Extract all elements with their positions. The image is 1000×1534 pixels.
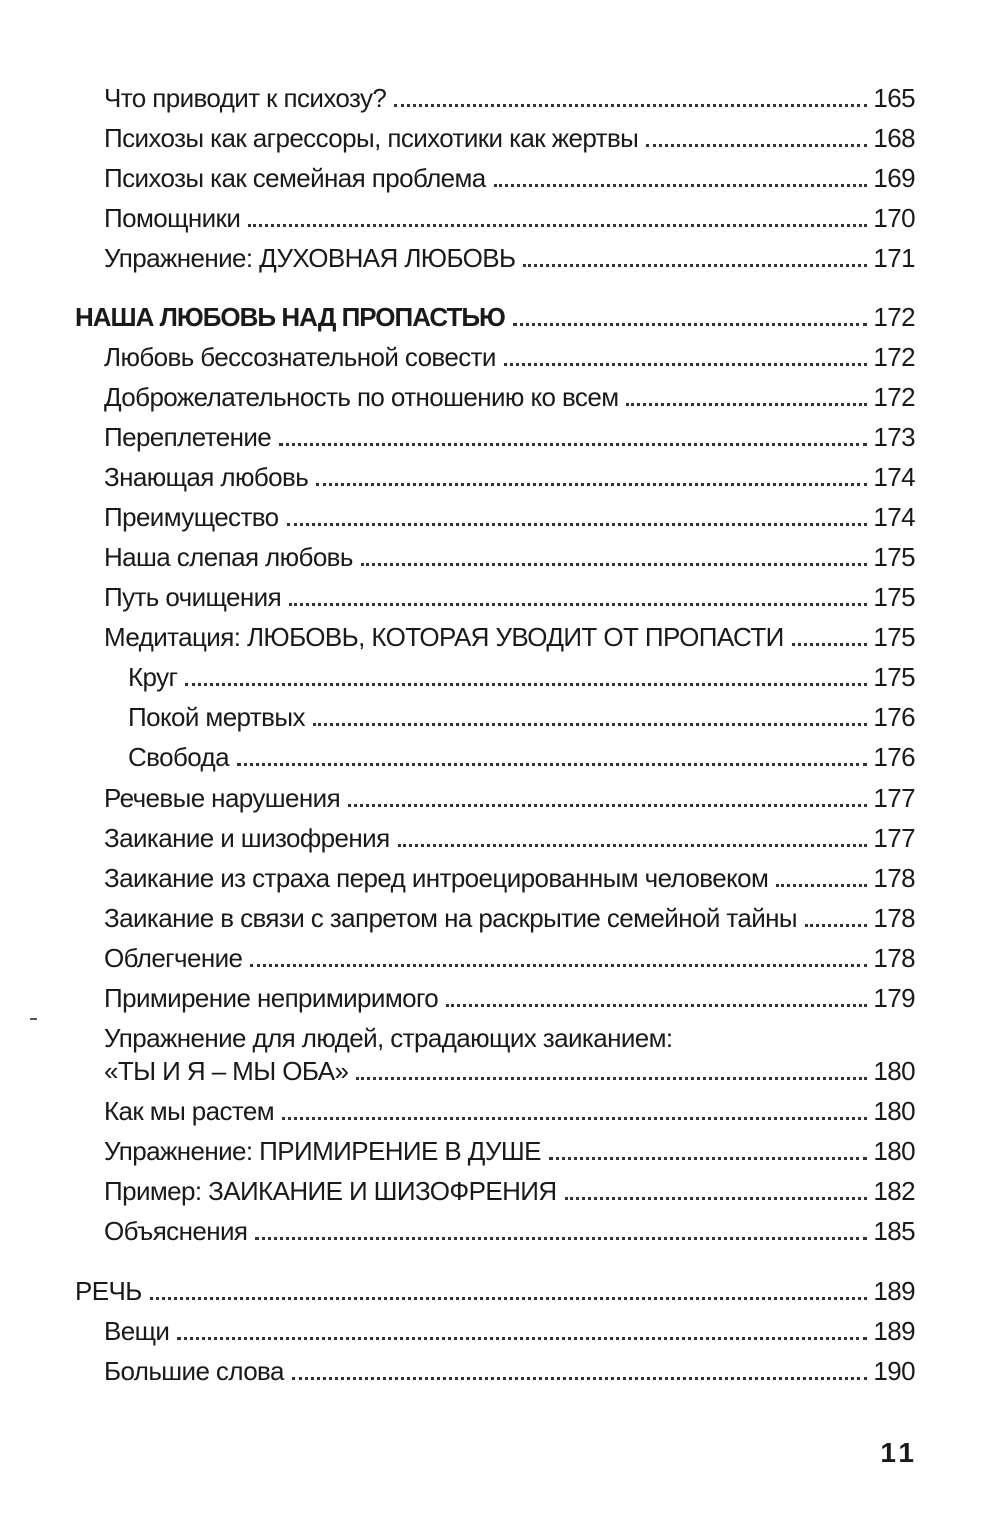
toc-entry-page: 168 bbox=[873, 123, 915, 153]
dot-leader bbox=[805, 924, 867, 927]
toc-entry bbox=[104, 163, 915, 193]
toc-entry-page: 179 bbox=[873, 983, 915, 1013]
dot-leader bbox=[549, 1157, 868, 1160]
toc-entry-page: 174 bbox=[873, 462, 915, 492]
toc-entry-title: Что приводит к психозу? bbox=[104, 83, 387, 113]
toc-entry bbox=[104, 1356, 915, 1386]
toc-entry-page: 171 bbox=[873, 243, 915, 273]
toc-subentry bbox=[128, 702, 915, 732]
dot-leader bbox=[348, 804, 867, 807]
dot-leader bbox=[394, 104, 867, 107]
dot-leader bbox=[282, 1117, 867, 1120]
toc-entry bbox=[104, 542, 915, 572]
toc-entry-title: Примирение непримиримого bbox=[104, 983, 439, 1013]
toc-entry-title: Большие слова bbox=[104, 1356, 284, 1386]
toc-entry bbox=[104, 243, 915, 273]
dot-leader bbox=[646, 144, 867, 147]
dot-leader bbox=[504, 363, 868, 366]
dot-leader bbox=[361, 563, 868, 566]
dot-leader bbox=[287, 523, 868, 526]
dot-leader bbox=[523, 264, 867, 267]
toc-entry-title-line1: Упражнение для людей, страдающих заиканием: bbox=[104, 1023, 673, 1053]
toc-entry-title: Переплетение bbox=[104, 422, 272, 452]
toc-entry bbox=[104, 203, 915, 233]
toc-entry bbox=[104, 983, 915, 1013]
toc-entry bbox=[104, 1216, 915, 1246]
toc-entry-title: Заикание в связи с запретом на раскрытие семейной тайны bbox=[104, 903, 798, 933]
scan-edge-mark bbox=[30, 1018, 37, 1020]
toc-section-title: РЕЧЬ bbox=[75, 1276, 142, 1306]
dot-leader bbox=[250, 964, 867, 967]
page-number: 11 bbox=[880, 1437, 918, 1468]
toc-entry-page: 190 bbox=[873, 1356, 915, 1386]
toc-entry bbox=[104, 1136, 915, 1166]
toc-entry-page: 175 bbox=[873, 582, 915, 612]
toc-entry-title: Облегчение bbox=[104, 943, 243, 973]
toc-entry bbox=[104, 83, 915, 113]
toc-entry bbox=[104, 462, 915, 492]
dot-leader bbox=[255, 1237, 867, 1240]
toc-subentry bbox=[128, 742, 915, 772]
toc-entry-title: Объяснения bbox=[104, 1216, 248, 1246]
toc-entry bbox=[104, 1096, 915, 1126]
dot-leader bbox=[237, 763, 867, 766]
toc-entry-page: 175 bbox=[873, 542, 915, 572]
toc-entry bbox=[104, 342, 915, 372]
toc-entry-title: Заикание и шизофрения bbox=[104, 823, 390, 853]
toc-entry bbox=[104, 1316, 915, 1346]
toc-entry-title: Наша слепая любовь bbox=[104, 542, 353, 572]
toc-entry-title: Любовь бессознательной совести bbox=[104, 342, 496, 372]
toc-entry bbox=[104, 903, 915, 933]
toc-entry-page: 180 bbox=[873, 1056, 915, 1086]
dot-leader bbox=[185, 683, 867, 686]
toc-entry-page: 173 bbox=[873, 422, 915, 452]
toc-subentry bbox=[128, 662, 915, 692]
toc-entry-page: 178 bbox=[873, 943, 915, 973]
toc-entry bbox=[104, 422, 915, 452]
toc-entry-page: 189 bbox=[873, 1316, 915, 1346]
toc-entry-page: 189 bbox=[873, 1276, 915, 1306]
toc-entry bbox=[104, 382, 915, 412]
toc-entry-page: 180 bbox=[873, 1136, 915, 1166]
dot-leader bbox=[356, 1077, 867, 1080]
toc-entry bbox=[104, 783, 915, 813]
toc-entry-title: Знающая любовь bbox=[104, 462, 309, 492]
toc-entry-page: 178 bbox=[873, 903, 915, 933]
dot-leader bbox=[248, 224, 867, 227]
dot-leader bbox=[446, 1004, 867, 1007]
toc-entry-page: 180 bbox=[873, 1096, 915, 1126]
toc-entry-title: Психозы как агрессоры, психотики как жертвы bbox=[104, 123, 639, 153]
toc-entry-page: 165 bbox=[873, 83, 915, 113]
dot-leader bbox=[792, 643, 868, 646]
toc-entry-page: 172 bbox=[873, 382, 915, 412]
toc-entry-page: 175 bbox=[873, 622, 915, 652]
toc-entry-title: Заикание из страха перед интроецированным человеком bbox=[104, 863, 769, 893]
toc-entry-title: Преимущество bbox=[104, 502, 279, 532]
dot-leader bbox=[398, 844, 868, 847]
toc-entry-title: Свобода bbox=[128, 742, 229, 772]
toc-entry-page: 177 bbox=[873, 783, 915, 813]
toc-entry-title: Вещи bbox=[104, 1316, 170, 1346]
toc-section-heading bbox=[75, 1276, 915, 1306]
toc-entry-title: Как мы растем bbox=[104, 1096, 275, 1126]
toc-entry-page: 178 bbox=[873, 863, 915, 893]
toc-entry-title: Упражнение: ПРИМИРЕНИЕ В ДУШЕ bbox=[104, 1136, 541, 1166]
dot-leader bbox=[776, 884, 867, 887]
toc-entry-page: 170 bbox=[873, 203, 915, 233]
toc-entry-page: 182 bbox=[873, 1176, 915, 1206]
toc-entry bbox=[104, 823, 915, 853]
toc-section-heading bbox=[75, 302, 915, 332]
toc-entry-title: Медитация: ЛЮБОВЬ, КОТОРАЯ УВОДИТ ОТ ПРОПАСТИ bbox=[104, 622, 784, 652]
dot-leader bbox=[513, 323, 868, 326]
dot-leader bbox=[313, 723, 868, 726]
toc-entry-title: Упражнение: ДУХОВНАЯ ЛЮБОВЬ bbox=[104, 243, 516, 273]
toc-entry-title: Доброжелательность по отношению ко всем bbox=[104, 382, 619, 412]
toc-entry-title: Покой мертвых bbox=[128, 702, 305, 732]
toc-entry bbox=[104, 582, 915, 612]
dot-leader bbox=[316, 483, 867, 486]
toc-entry-title: Путь очищения bbox=[104, 582, 282, 612]
toc-entry-title: Помощники bbox=[104, 203, 241, 233]
dot-leader bbox=[150, 1297, 868, 1300]
dot-leader bbox=[292, 1377, 868, 1380]
dot-leader bbox=[177, 1337, 867, 1340]
toc-entry-page: 185 bbox=[873, 1216, 915, 1246]
toc-entry bbox=[104, 502, 915, 532]
toc-entry-page: 177 bbox=[873, 823, 915, 853]
toc-entry-page: 175 bbox=[873, 662, 915, 692]
toc-entry-title: «ТЫ И Я – МЫ ОБА» bbox=[104, 1056, 349, 1086]
toc-entry-title: Речевые нарушения bbox=[104, 783, 341, 813]
toc-entry-title: Психозы как семейная проблема bbox=[104, 163, 486, 193]
toc-entry-title: Круг bbox=[128, 662, 178, 692]
dot-leader bbox=[626, 403, 867, 406]
toc-entry-title: Пример: ЗАИКАНИЕ И ШИЗОФРЕНИЯ bbox=[104, 1176, 557, 1206]
toc-entry bbox=[104, 1056, 915, 1086]
toc-entry-page: 172 bbox=[873, 302, 915, 332]
toc-entry-page: 174 bbox=[873, 502, 915, 532]
toc-entry-page: 172 bbox=[873, 342, 915, 372]
toc-entry-page: 176 bbox=[873, 702, 915, 732]
toc-entry bbox=[104, 622, 915, 652]
dot-leader bbox=[289, 603, 867, 606]
dot-leader bbox=[494, 184, 868, 187]
dot-leader bbox=[279, 443, 867, 446]
toc-entry-page: 169 bbox=[873, 163, 915, 193]
dot-leader bbox=[565, 1197, 868, 1200]
toc-section-title: НАША ЛЮБОВЬ НАД ПРОПАСТЬЮ bbox=[75, 302, 505, 332]
toc-entry-page: 176 bbox=[873, 742, 915, 772]
toc-entry bbox=[104, 1176, 915, 1206]
toc-entry bbox=[104, 943, 915, 973]
toc-entry bbox=[104, 123, 915, 153]
toc-entry bbox=[104, 863, 915, 893]
